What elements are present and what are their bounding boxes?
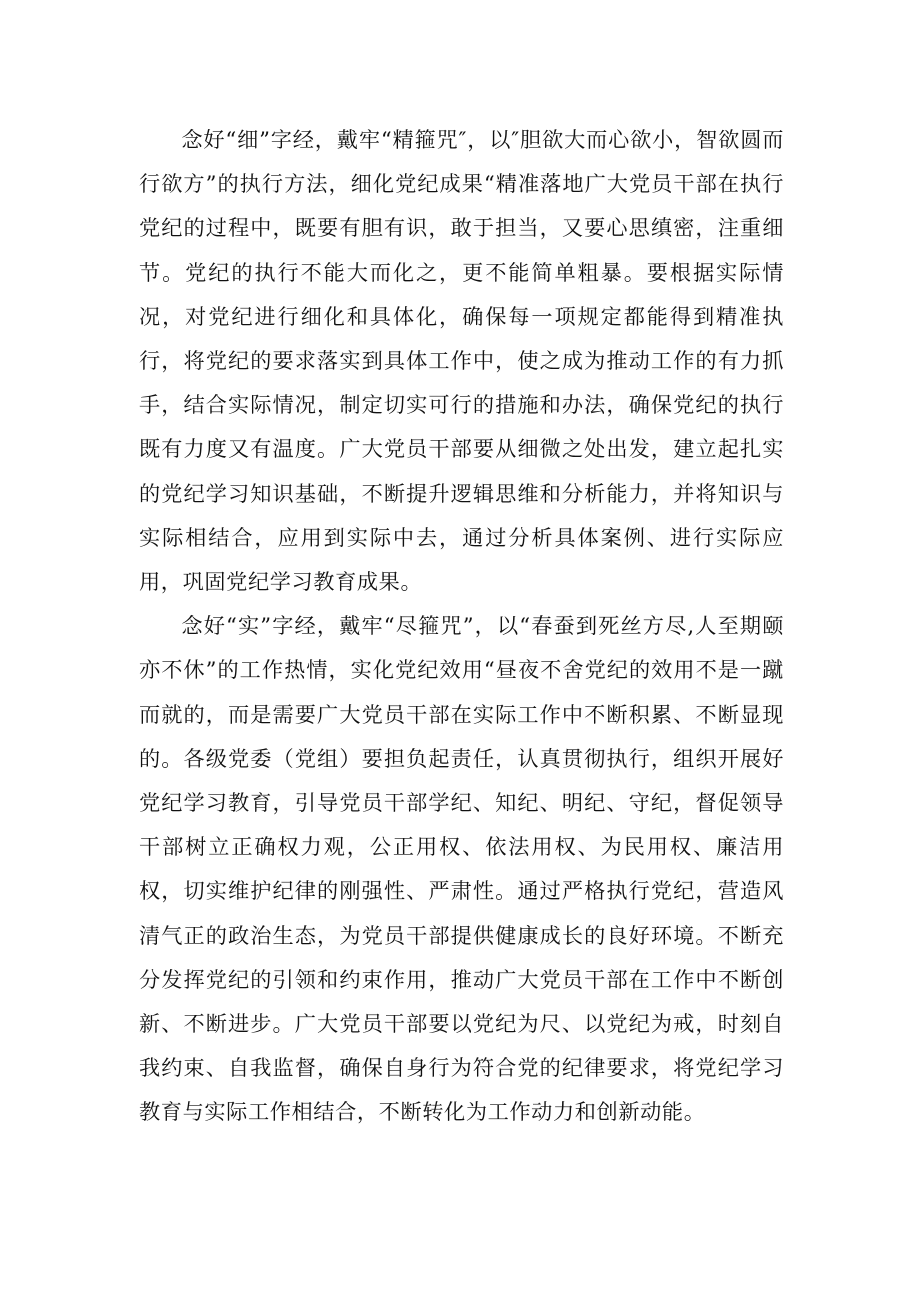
paragraph-practical: 念好“实”字经，戴牢“尽箍咒”，以“春蚕到死丝方尽,人至期颐亦不休”的工作热情，实化党纪效用“昼夜不舍党纪的效用不是一蹴而就的，而是需要广大党员干部在实际工作中不断积累、不断显现的。各级党委（党组）要担负起责任，认真贯彻执行，组织开展好党纪学习教育，引导党员干部学纪、知纪、明纪、守纪，督促领导干部树立正确权力观，公正用权、依法用权、为民用权、廉洁用权，切实维护纪律的刚强性、严肃性。通过严格执行党纪，营造风清气正的政治生态，为党员干部提供健康成长的良好环境。不断充分发挥党纪的引领和约束作用，推动广大党员干部在工作中不断创新、不断进步。广大党员干部要以党纪为尺、以党纪为戒，时刻自我约束、自我监督，确保自身行为符合党的纪律要求，将党纪学习教育与实际工作相结合，不断转化为工作动力和创新动能。 <box>139 613 784 1125</box>
document-page <box>139 118 784 1135</box>
paragraph-detail: 念好“细”字经，戴牢“精箍咒″，以″胆欲大而心欲小，智欲圆而行欲方”的执行方法，细化党纪成果“精准落地广大党员干部在执行党纪的过程中，既要有胆有识，敢于担当，又要心思缜密，注重细节。党纪的执行不能大而化之，更不能简单粗暴。要根据实际情况，对党纪进行细化和具体化，确保每一项规定都能得到精准执行，将党纪的要求落实到具体工作中，使之成为推动工作的有力抓手，结合实际情况，制定切实可行的措施和办法，确保党纪的执行既有力度又有温度。广大党员干部要从细微之处出发，建立起扎实的党纪学习知识基础，不断提升逻辑思维和分析能力，并将知识与实际相结合，应用到实际中去，通过分析具体案例、进行实际应用，巩固党纪学习教育成果。 <box>139 127 784 595</box>
